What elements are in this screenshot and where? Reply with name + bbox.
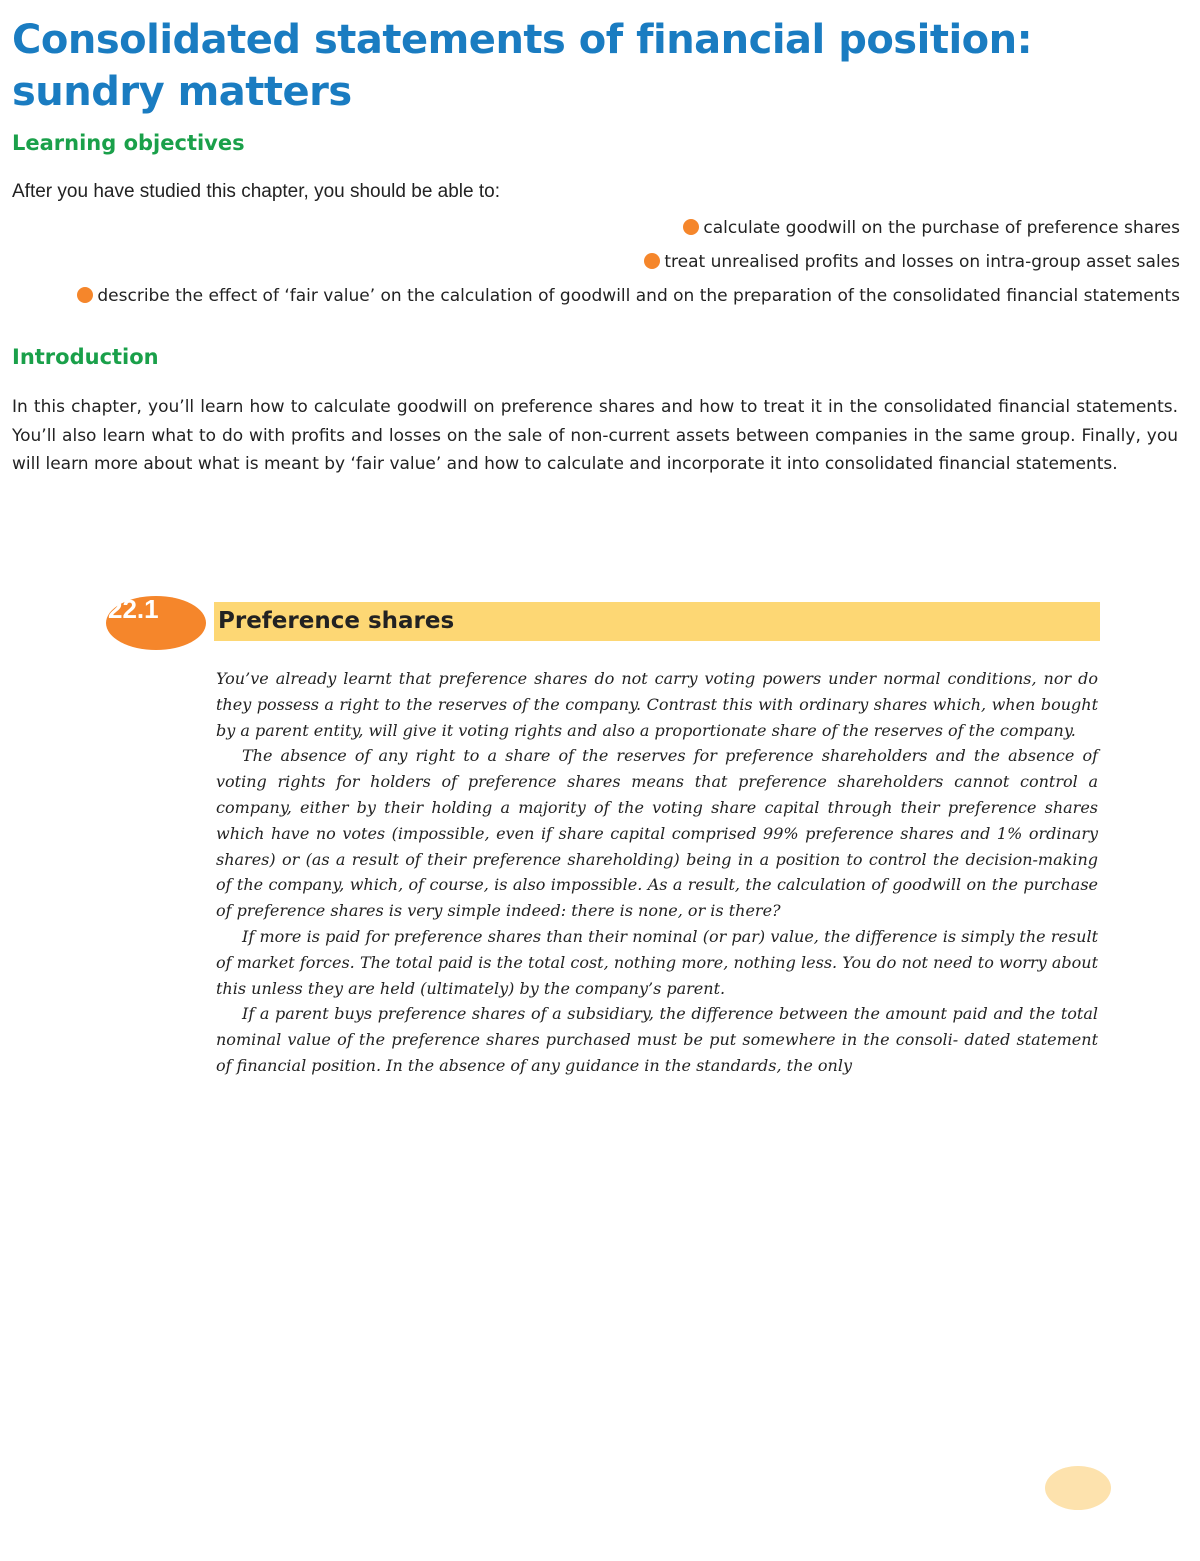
objective-item — [12, 282, 1180, 311]
body-paragraph: You’ve already learnt that preference shares do not carry voting powers under normal conditions, nor do they possess a right to the reserves of the company. Contrast this with ordinary shares which, when bought by a parent entity, will give it voting rights and also a proportionate share of the reserves of the company. — [216, 669, 1098, 740]
bullet-icon — [644, 253, 660, 269]
section-body — [216, 666, 1098, 1079]
body-paragraph: If more is paid for preference shares than their nominal (or par) value, the difference is simply the result of market forces. The total paid is the total cost, nothing more, nothing less. You do not need to worry about this unless they are held (ultimately) by the company’s parent. — [216, 926, 1098, 998]
learning-objectives-heading: Learning objectives — [12, 131, 245, 155]
section-title: Preference shares — [218, 608, 455, 634]
objective-item — [12, 248, 1180, 277]
learning-objectives-list — [12, 214, 1180, 316]
page-number-marker — [1045, 1466, 1111, 1510]
introduction-heading: Introduction — [12, 345, 159, 369]
body-paragraph: If a parent buys preference shares of a subsidiary, the difference between the amount paid and the total nominal value of the preference shares purchased must be put somewhere in the consoli- dated statement of financial position. In the absence of any guidance in the standards, the only — [216, 1004, 1098, 1075]
objective-text: describe the effect of ‘fair value’ on the calculation of goodwill and on the preparation of the consolidated financial statements — [97, 286, 1180, 306]
learning-objectives-lead: After you have studied this chapter, you should be able to: — [12, 181, 500, 202]
objective-item — [12, 214, 1180, 243]
chapter-title: Consolidated statements of financial position: sundry matters — [12, 17, 1033, 115]
bullet-icon — [77, 287, 93, 303]
bullet-icon — [683, 219, 699, 235]
introduction-text: In this chapter, you’ll learn how to calculate goodwill on preference shares and how to treat it in the consolidated financial statements. You’ll also learn what to do with profits and losses on the sale of non-current assets between companies in the same group. Finally, you will learn more about what is meant by ‘fair value’ and how to calculate and incorporate it into consolidated financial statements. — [12, 397, 1178, 474]
section-number: 22.1 — [108, 594, 159, 624]
objective-text: treat unrealised profits and losses on intra-group asset sales — [664, 252, 1180, 272]
objective-text: calculate goodwill on the purchase of preference shares — [703, 218, 1180, 238]
body-paragraph: The absence of any right to a share of the reserves for preference shareholders and the absence of voting rights for holders of preference shares means that preference shareholders cannot control a company, either by their holding a majority of the voting share capital through their preference shares which have no votes (impossible, even if share capital comprised 99% preference shares and 1% ordinary shares) or (as a result of their preference shareholding) being in a position to control the decision-making of the company, which, of course, is also impossible. As a result, the calculation of goodwill on the purchase of preference shares is very simple indeed: there is none, or is there? — [216, 746, 1098, 921]
